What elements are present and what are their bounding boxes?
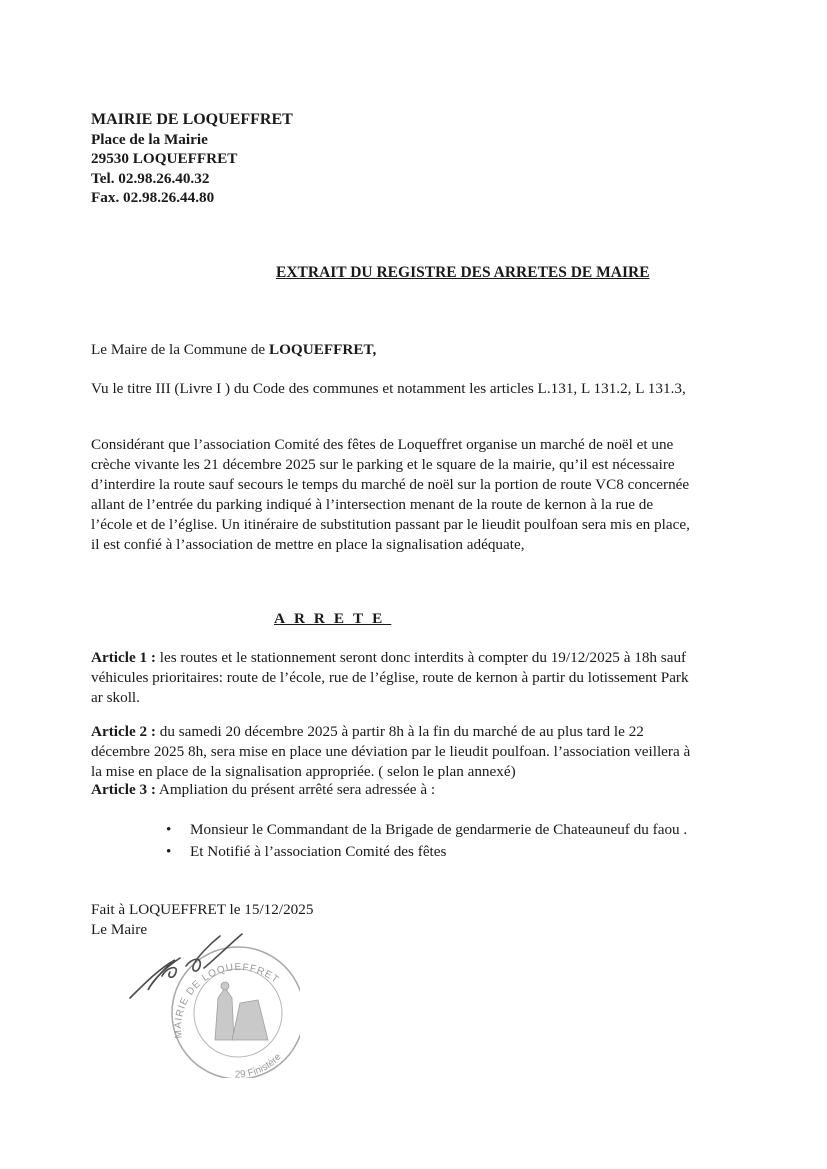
signature-place-date: Fait à LOQUEFFRET le 15/12/2025: [91, 901, 314, 918]
list-item: [163, 842, 703, 862]
header-address: Place de la Mairie: [91, 130, 208, 148]
header-mairie-name: MAIRIE DE LOQUEFFRET: [91, 111, 293, 128]
signature-role: Le Maire: [91, 921, 148, 938]
recipient-list: [163, 820, 703, 864]
header-phone: Tel. 02.98.26.40.32: [91, 169, 210, 187]
seal-bottom-text: 29 Finistère: [234, 1051, 284, 1078]
intro-commune: LOQUEFFRET,: [268, 341, 377, 358]
article-1-text: les routes et le stationnement seront donc interdits à compter du 19/12/2025 à 18h sauf véhicules prioritaires: route de l’école, rue de l’église, route de kernon à partir du lotissement Park ar skoll.: [91, 649, 689, 706]
article-3-label: Article 3 :: [91, 781, 156, 798]
bullet-icon: •: [166, 843, 172, 860]
header-fax: Fax. 02.98.26.44.80: [91, 189, 215, 206]
list-item: [163, 820, 703, 840]
mairie-seal-signature: [120, 928, 300, 1078]
document-title: EXTRAIT DU REGISTRE DES ARRETES DE MAIRE: [276, 264, 650, 281]
recipient-text: Monsieur le Commandant de la Brigade de gendarmerie de Chateauneuf du faou .: [190, 821, 688, 838]
seal-emblem: [215, 982, 268, 1040]
article-1-label: Article 1 :: [91, 649, 156, 666]
arrete-heading: ARRETE: [274, 610, 392, 627]
header-postal-code: 29530 LOQUEFFRET: [91, 150, 238, 167]
mairie-header: [91, 110, 293, 208]
article-2-text: du samedi 20 décembre 2025 à partir 8h à la fin du marché de au plus tard le 22 décembre 2025 8h, sera mise en place une déviation par le lieudit poulfoan. l’association veillera à la mise en place de la signalisation appropriée. ( selon le plan annexé): [91, 723, 691, 780]
seal-top-text: MAIRIE DE LOQUEFFRET: [172, 962, 282, 1039]
article-2: [91, 722, 691, 782]
article-1: [91, 648, 691, 708]
bullet-icon: •: [166, 821, 172, 838]
article-3-text: Ampliation du présent arrêté sera adressée à :: [155, 781, 436, 798]
intro-line: [91, 340, 691, 360]
article-2-label: Article 2 :: [91, 723, 156, 740]
considerant-paragraph: Considérant que l’association Comité des fêtes de Loqueffret organise un marché de noël et une crèche vivante les 21 décembre 2025 sur le parking et le square de la mairie, qu’il est nécessaire d’interdire la route sauf secours le temps du marché de noël sur la portion de route VC8 concernée allant de l’entrée du parking indiqué à l’intersection menant de la route de kernon à la rue de l’école et de l’église. Un itinéraire de substitution passant par le lieudit poulfoan sera mis en place, il est confié à l’association de mettre en place la signalisation adéquate,: [91, 436, 690, 553]
vu-paragraph: Vu le titre III (Livre I ) du Code des communes et notamment les articles L.131, L 131.2, L 131.3,: [91, 380, 686, 397]
article-3: [91, 780, 691, 800]
recipient-text: Et Notifié à l’association Comité des fêtes: [190, 843, 447, 860]
intro-prefix: Le Maire de la Commune de: [91, 341, 269, 358]
